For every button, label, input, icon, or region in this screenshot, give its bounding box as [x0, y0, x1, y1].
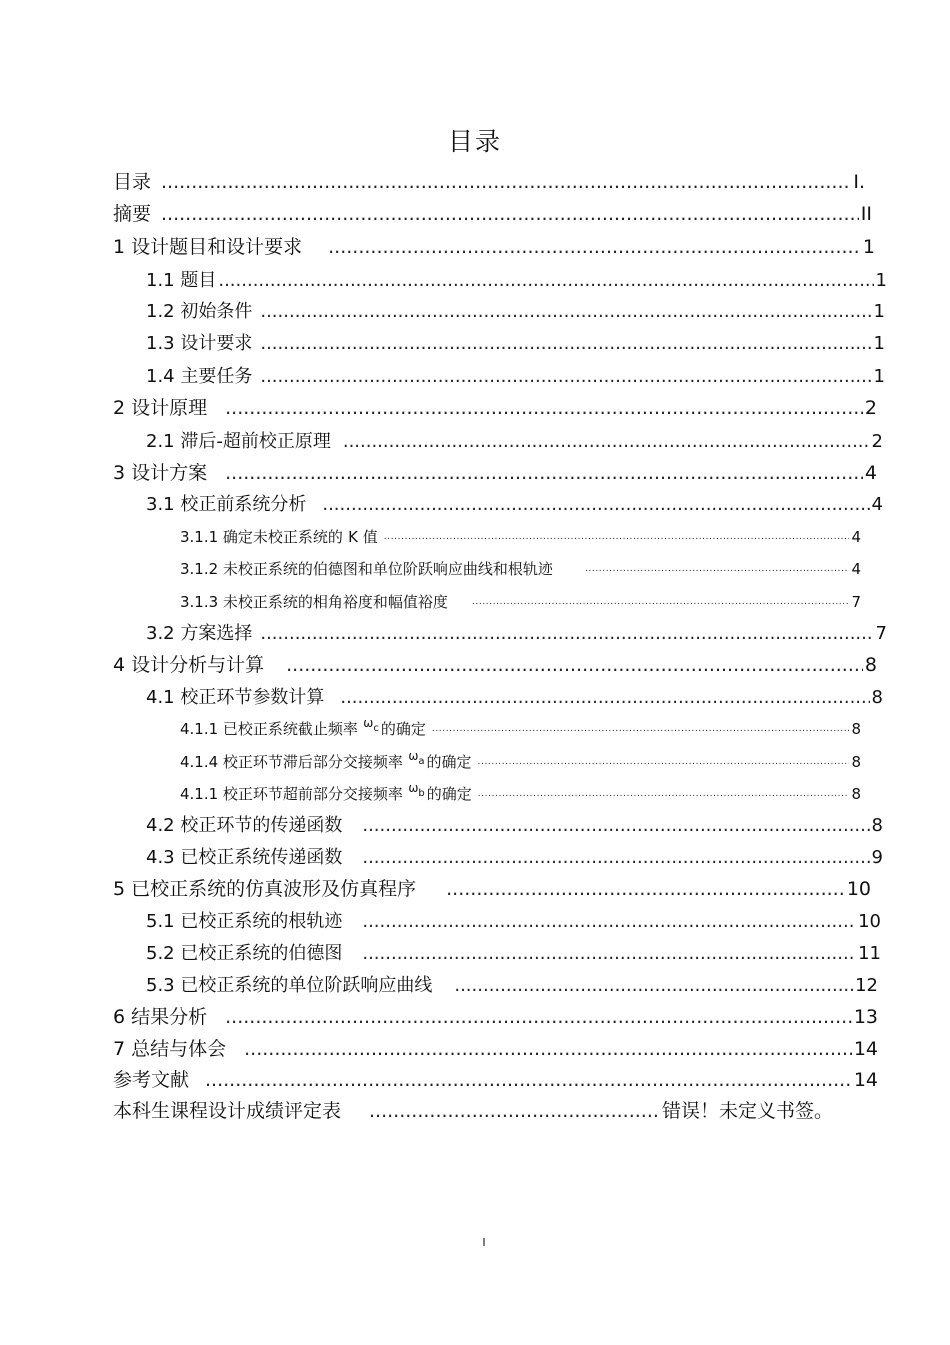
toc-entry-label: 1.3 设计要求 — [146, 333, 253, 354]
toc-entry-page: 4 — [871, 494, 883, 515]
toc-entry[interactable] — [146, 267, 887, 295]
toc-entry-label: 目录 — [113, 171, 152, 193]
dot-leader — [260, 620, 873, 648]
toc-entry[interactable] — [113, 1097, 833, 1125]
toc-entry-label: 参考文献 — [113, 1069, 190, 1091]
toc-entry-label: 5.3 已校正系统的单位阶跃响应曲线 — [146, 975, 433, 996]
toc-entry-label: 5.2 已校正系统的伯德图 — [146, 943, 343, 964]
dot-leader — [478, 749, 850, 775]
toc-entry-label: 3.1 校正前系统分析 — [146, 494, 307, 515]
toc-entry[interactable] — [113, 651, 877, 679]
toc-entry-label: 3.1.2 未校正系统的伯德图和单位阶跃响应曲线和根轨迹 — [180, 560, 553, 578]
toc-entry-page: 1 — [862, 236, 875, 258]
toc-entry-label-suffix: 的确定 — [380, 720, 426, 738]
dot-leader — [218, 267, 873, 295]
toc-entry-label: 7 总结与体会 — [113, 1038, 227, 1060]
toc-entry-label: 1.1 题目 — [146, 270, 217, 291]
toc-entry-page: 11 — [858, 943, 881, 964]
toc-entry[interactable] — [180, 589, 861, 615]
toc-entry-label: 2 设计原理 — [113, 397, 208, 419]
dot-leader — [362, 812, 869, 840]
toc-entry-label: 4.2 校正环节的传递函数 — [146, 815, 343, 836]
toc-entry[interactable] — [146, 812, 883, 840]
toc-entry[interactable] — [146, 684, 883, 712]
dot-leader — [225, 459, 863, 487]
toc-entry-page: 14 — [853, 1038, 878, 1060]
toc-title: 目录 — [447, 127, 502, 156]
toc-entry-label-suffix: 的确定 — [426, 785, 472, 803]
toc-entry-label: 6 结果分析 — [113, 1006, 208, 1028]
toc-entry-label: 4.1.1 校正环节超前部分交接频率 — [180, 785, 403, 803]
toc-entry-page: 1 — [875, 270, 887, 291]
toc-entry[interactable] — [146, 428, 883, 456]
toc-entry-page: 4 — [851, 528, 861, 546]
toc-entry[interactable] — [146, 330, 885, 358]
toc-entry-page: 10 — [846, 878, 871, 900]
toc-entry-label: 本科生课程设计成绩评定表 — [113, 1100, 342, 1122]
toc-entry[interactable] — [113, 168, 865, 196]
dot-leader — [478, 781, 850, 807]
toc-entry[interactable] — [113, 459, 877, 487]
dot-leader — [260, 298, 871, 326]
toc-entry-label: 5 已校正系统的仿真波形及仿真程序 — [113, 878, 417, 900]
toc-entry[interactable] — [146, 363, 885, 391]
dot-leader — [362, 908, 856, 936]
toc-entry[interactable] — [146, 908, 881, 936]
dot-leader — [244, 1035, 852, 1063]
toc-entry-label: 1 设计题目和设计要求 — [113, 236, 303, 258]
dot-leader — [161, 168, 851, 196]
toc-entry[interactable] — [180, 781, 861, 807]
toc-entry-page: 9 — [871, 847, 883, 868]
omega-symbol: $\omega_a$ — [408, 749, 425, 767]
toc-entry-label: 3 设计方案 — [113, 462, 208, 484]
toc-entry[interactable] — [113, 233, 875, 261]
toc-entry-page: 2 — [864, 397, 877, 419]
dot-leader — [322, 491, 869, 519]
toc-entry[interactable] — [113, 394, 877, 422]
toc-entry-page: 8 — [864, 654, 877, 676]
dot-leader — [585, 556, 850, 582]
toc-entry-page: 4 — [851, 560, 861, 578]
dot-leader — [343, 428, 870, 456]
toc-entry-page: 4 — [864, 462, 877, 484]
toc-entry-page: 8 — [871, 687, 883, 708]
toc-entry-label: 1.4 主要任务 — [146, 366, 253, 387]
toc-entry-page: 7 — [851, 593, 861, 611]
toc-entry-label: 摘要 — [113, 203, 152, 225]
toc-entry-page: 1 — [873, 366, 885, 387]
toc-entry[interactable] — [180, 749, 861, 775]
dot-leader — [454, 972, 853, 1000]
dot-leader — [362, 940, 856, 968]
toc-entry[interactable] — [113, 200, 872, 228]
toc-entry[interactable] — [113, 1066, 878, 1094]
toc-entry-label: 4.1.1 已校正系统截止频率 — [180, 720, 358, 738]
toc-entry-label: 4.1.4 校正环节滞后部分交接频率 — [180, 753, 403, 771]
toc-entry-label: 4.3 已校正系统传递函数 — [146, 847, 343, 868]
toc-entry-label: 3.1.3 未校正系统的相角裕度和幅值裕度 — [180, 593, 448, 611]
toc-entry-label: 1.2 初始条件 — [146, 301, 253, 322]
omega-symbol: $\omega_b$ — [408, 781, 425, 799]
toc-entry-label: 2.1 滞后-超前校正原理 — [146, 431, 331, 452]
dot-leader — [340, 684, 869, 712]
toc-entry-page: 2 — [871, 431, 883, 452]
toc-entry-label-suffix: 的确定 — [426, 753, 472, 771]
toc-entry[interactable] — [146, 972, 878, 1000]
toc-entry-label: 3.2 方案选择 — [146, 623, 253, 644]
toc-entry-label-suffix: K 值 — [348, 528, 378, 546]
dot-leader — [225, 394, 863, 422]
dot-leader — [205, 1066, 852, 1094]
toc-entry[interactable] — [113, 1003, 878, 1031]
toc-entry-label: 4 设计分析与计算 — [113, 654, 265, 676]
dot-leader — [328, 233, 861, 261]
dot-leader — [362, 844, 869, 872]
dot-leader — [286, 651, 863, 679]
toc-entry[interactable] — [146, 298, 885, 326]
dot-leader — [446, 875, 845, 903]
toc-entry[interactable] — [180, 556, 861, 582]
toc-entry[interactable] — [113, 1035, 878, 1063]
dot-leader — [432, 716, 850, 742]
toc-entry-label: 3.1.1 确定未校正系统的 — [180, 528, 343, 546]
toc-entry-page: 8 — [851, 753, 861, 771]
dot-leader — [472, 589, 850, 615]
toc-entry[interactable] — [113, 875, 871, 903]
toc-entry-page: 10 — [858, 911, 881, 932]
toc-entry-label: 4.1 校正环节参数计算 — [146, 687, 325, 708]
dot-leader — [369, 1097, 660, 1125]
toc-entry-page: 8 — [851, 720, 861, 738]
toc-entry-page: 错误！未定义书签。 — [661, 1100, 833, 1122]
page-number: I — [482, 1236, 486, 1249]
toc-entry[interactable] — [146, 844, 883, 872]
toc-entry-page: 12 — [855, 975, 878, 996]
toc-entry-page: 8 — [851, 785, 861, 803]
toc-entry-page: 13 — [853, 1006, 878, 1028]
toc-entry-page: I. — [853, 171, 865, 193]
toc-entry[interactable] — [146, 940, 881, 968]
toc-entry-page: II — [860, 203, 872, 225]
dot-leader — [225, 1003, 852, 1031]
toc-entry[interactable] — [146, 620, 887, 648]
toc-entry[interactable] — [146, 491, 883, 519]
dot-leader — [161, 200, 859, 228]
toc-entry-page: 1 — [873, 333, 885, 354]
toc-entry-page: 7 — [875, 623, 887, 644]
omega-symbol: $\omega_c$ — [363, 716, 379, 734]
toc-entry-page: 14 — [853, 1069, 878, 1091]
toc-entry-page: 1 — [873, 301, 885, 322]
toc-entry-page: 8 — [871, 815, 883, 836]
dot-leader — [260, 330, 871, 358]
dot-leader — [384, 524, 850, 550]
toc-entry[interactable] — [180, 716, 861, 742]
toc-entry[interactable] — [180, 524, 861, 550]
toc-entry-label: 5.1 已校正系统的根轨迹 — [146, 911, 343, 932]
dot-leader — [260, 363, 871, 391]
